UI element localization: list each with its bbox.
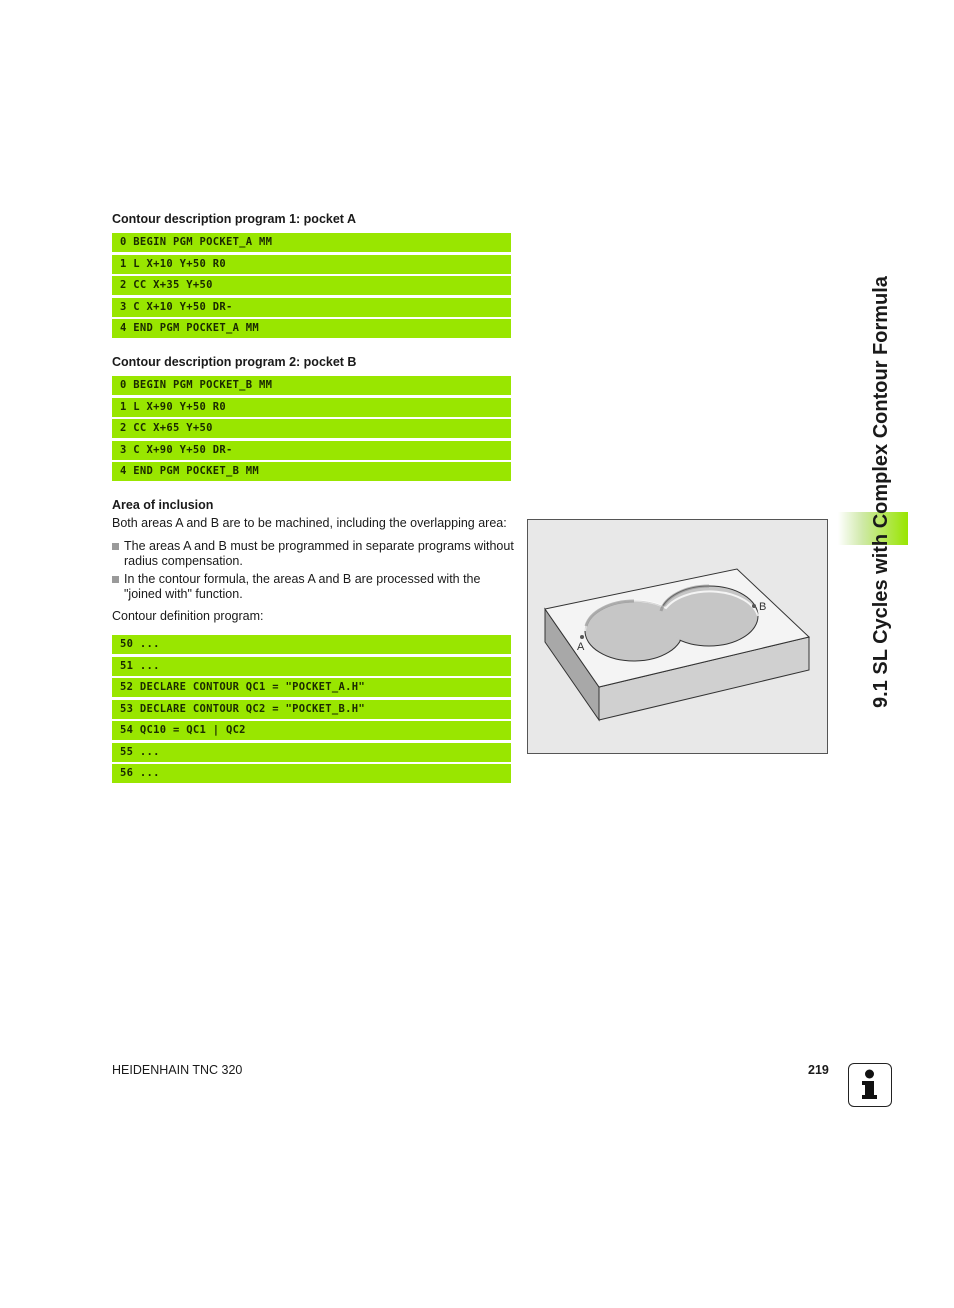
- code-line: 55 ...: [112, 743, 511, 762]
- code-line: 3 C X+10 Y+50 DR-: [112, 298, 511, 317]
- code-block-pocket-a: [112, 233, 511, 341]
- code-line: 53 DECLARE CONTOUR QC2 = "POCKET_B.H": [112, 700, 511, 719]
- chapter-side-title-text: 9.1 SL Cycles with Complex Contour Formula: [870, 276, 892, 708]
- code-line: 3 C X+90 Y+50 DR-: [112, 441, 511, 460]
- bullet-square-icon: [112, 543, 119, 550]
- code-line: 56 ...: [112, 764, 511, 783]
- page-number: 219: [808, 1063, 829, 1077]
- code-line: 50 ...: [112, 635, 511, 654]
- code-line: 2 CC X+35 Y+50: [112, 276, 511, 295]
- pocket-figure: [527, 519, 828, 754]
- code-line: 51 ...: [112, 657, 511, 676]
- label-b: B: [759, 601, 767, 613]
- code-block-pocket-b: [112, 376, 511, 484]
- pocket-illustration: [528, 520, 829, 755]
- code-line: 4 END PGM POCKET_A MM: [112, 319, 511, 338]
- code-line: 0 BEGIN PGM POCKET_A MM: [112, 233, 511, 252]
- code-block-contour-definition: [112, 635, 511, 786]
- marker-b: [752, 604, 756, 608]
- code-line: 1 L X+90 Y+50 R0: [112, 398, 511, 417]
- bullet-item: [112, 539, 519, 569]
- code-line: 4 END PGM POCKET_B MM: [112, 462, 511, 481]
- section-heading-area-of-inclusion: Area of inclusion: [112, 498, 214, 512]
- code-line: 1 L X+10 Y+50 R0: [112, 255, 511, 274]
- code-line: 52 DECLARE CONTOUR QC1 = "POCKET_A.H": [112, 678, 511, 697]
- footer-product: HEIDENHAIN TNC 320: [112, 1063, 243, 1077]
- program-label: Contour definition program:: [112, 609, 264, 623]
- section-heading-pocket-a: Contour description program 1: pocket A: [112, 212, 357, 226]
- bullet-item: [112, 572, 519, 602]
- section-heading-pocket-b: Contour description program 2: pocket B: [112, 355, 357, 369]
- code-line: 0 BEGIN PGM POCKET_B MM: [112, 376, 511, 395]
- info-icon: [848, 1063, 892, 1107]
- bullet-square-icon: [112, 576, 119, 583]
- code-line: 2 CC X+65 Y+50: [112, 419, 511, 438]
- label-a: A: [577, 641, 585, 653]
- bullet-text: In the contour formula, the areas A and B are processed with the "joined with" function.: [124, 572, 481, 601]
- code-line: 54 QC10 = QC1 | QC2: [112, 721, 511, 740]
- marker-a: [580, 635, 584, 639]
- bullet-text: The areas A and B must be programmed in separate programs without radius compensation.: [124, 539, 514, 568]
- intro-text: Both areas A and B are to be machined, including the overlapping area:: [112, 516, 507, 530]
